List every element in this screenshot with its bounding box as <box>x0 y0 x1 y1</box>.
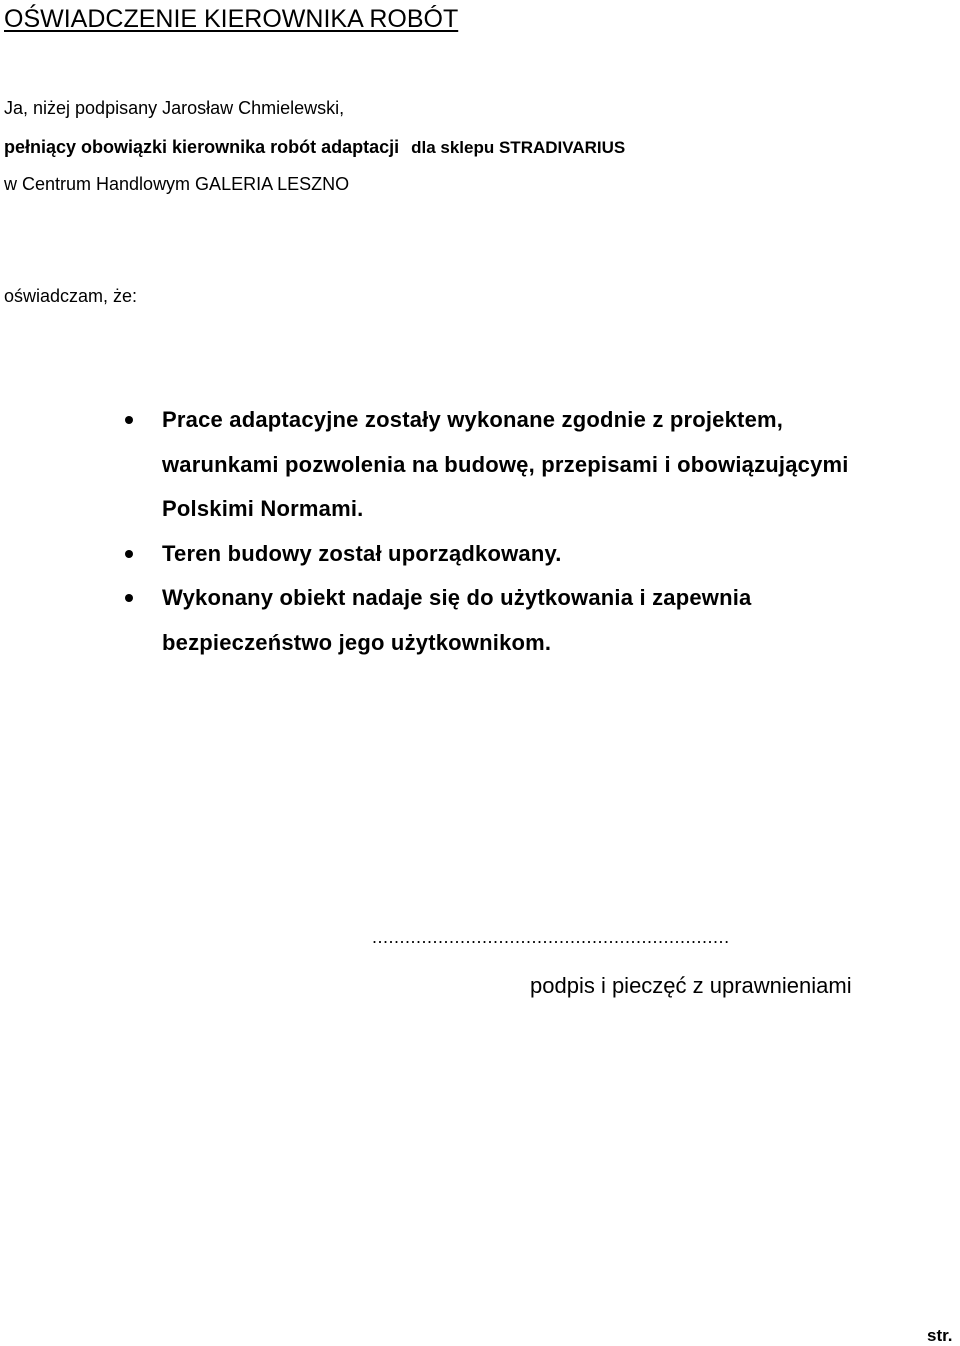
signature-label: podpis i pieczęć z uprawnieniami <box>530 973 852 998</box>
intro-line-location: w Centrum Handlowym GALERIA LESZNO <box>4 174 350 194</box>
signature-line: ................................................................. <box>372 927 730 947</box>
intro-line-signatory: Ja, niżej podpisany Jarosław Chmielewski, <box>4 98 345 118</box>
page-footer: str. <box>927 1326 953 1345</box>
statement-item: Wykonany obiekt nadaje się do użytkowania i zapewnia bezpieczeństwo jego użytkownikom. <box>0 576 862 665</box>
document-title: OŚWIADCZENIE KIEROWNIKA ROBÓT <box>4 5 459 33</box>
intro-line-declaration: oświadczam, że: <box>4 286 138 306</box>
statement-item: Prace adaptacyjne zostały wykonane zgodnie z projektem, warunkami pozwolenia na budowę, przepisami i obowiązującymi Polskimi Normami. <box>0 398 862 532</box>
statements-list <box>0 398 960 665</box>
intro-role-text: pełniący obowiązki kierownika robót adaptacji <box>4 137 400 157</box>
intro-store-text: dla sklepu STRADIVARIUS <box>411 138 626 157</box>
statement-item: Teren budowy został uporządkowany. <box>0 532 862 577</box>
intro-line-role <box>4 136 625 159</box>
